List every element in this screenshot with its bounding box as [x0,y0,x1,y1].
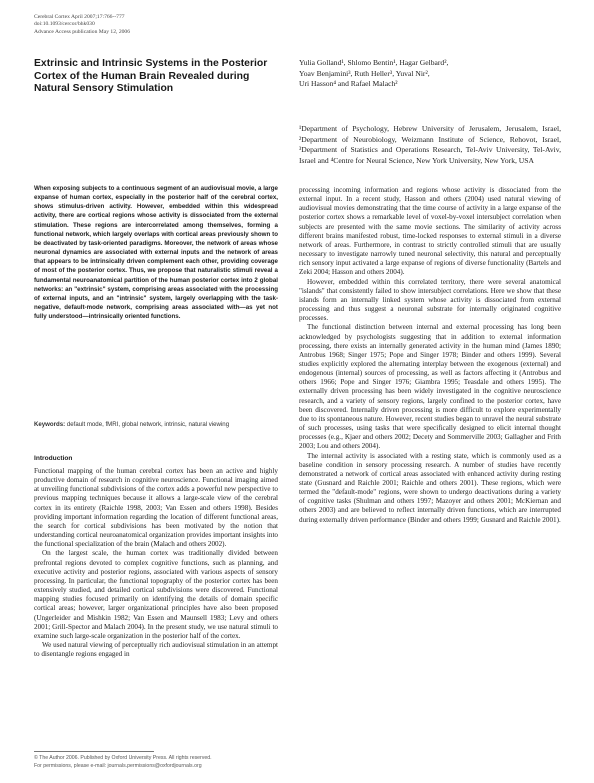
paragraph: processing incoming information and regions whose activity is dissociated from the external input. In a recent study, Hasson and others (2004) used natural viewing of audiovisual movies demonstrating that the time course of activity in a large expanse of the posterior cortex shows a remarkable level of voxel-by-voxel intersubject correlation when subjects are presented with the same movie sections. The similarity of activity across different brains manifested robust, time-locked responses to external stimuli in a diverse network of areas. Furthermore, in contrast to strictly controlled stimuli that are usually necessary to investigate narrowly tuned neuronal selectivity, this natural and perceptually rich sensory input activated a large expanse of regions of diverse functionality (Bartels and Zeki 2004; Hasson and others 2004). [299,186,561,277]
copyright-line: © The Author 2006. Published by Oxford University Press. All rights reserved. [34,755,212,761]
author-line: Uri Hasson⁴ and Rafael Malach² [299,79,398,89]
paper-title: Extrinsic and Intrinsic Systems in the Posterior Cortex of the Human Brain Revealed during Natural Sensory Stimulation [34,58,268,95]
copyright-footer [34,754,212,770]
author-line: Yoav Benjamini³, Ruth Heller³, Yuval Nir², [299,68,430,78]
introduction-text [34,467,278,659]
keywords-label: Keywords: [34,421,66,428]
paragraph: On the largest scale, the human cortex was traditionally divided between prefrontal regions devoted to complex cognitive functions, such as planning, and executive activity and posterior regions, associated with various aspects of sensory processing. In particular, the functional topography of the posterior cortex has been extensively studied, and detailed cortical subdivisions were discovered. Functional mapping studies focused primarily on identifying the details of domain specific cortical areas; however, larger organizational principles have also been proposed (Ungerleider and Mishkin 1982; Van Essen and Maunsell 1983; Levy and others 2001; Grill-Spector and Malach 2004). In the present study, we use natural stimuli to examine such large-scale organization in the posterior half of the cortex. [34,549,278,640]
journal-publication-date: Advance Access publication May 12, 2006 [34,28,131,35]
journal-doi: doi:10.1093/cercor/bhk030 [34,21,95,28]
paragraph: Functional mapping of the human cerebral cortex has been an active and highly productive domain of research in cognitive neuroscience. Functional imaging aimed at unveiling functional subdivisions of the cortex adds a powerful new perspective to previous mapping techniques because it allows a large-scale view of the cerebral cortex in its entirety (Raichle 1998, 2003; Van Essen and others 1998). Besides providing important information regarding the location of different functional areas, the search for cortical subdivisions has been motivated by the notion that understanding cortical neuroanatomical organization provides important insights into the functional specialization of the brain (Malach and others 2002). [34,467,278,549]
author-list [299,58,561,90]
footer-divider [34,751,154,752]
author-line: Yulia Golland¹, Shlomo Bentin¹, Hagar Gelbard², [299,58,449,67]
journal-info [34,14,130,36]
section-heading-introduction: Introduction [34,455,73,462]
journal-citation: Cerebral Cortex April 2007;17:766--777 [34,14,125,20]
paragraph: We used natural viewing of perceptually rich audiovisual stimulation in an attempt to disentangle regions engaged in [34,640,278,659]
paragraph: The functional distinction between internal and external processing has long been acknowledged by psychologists suggesting that in addition to external information processing, there exists an internally generated activity in the human mind (James 1890; Antrobus 1968; Singer 1975; Pope and Singer 1978; Binder and others 1999). Several studies explicitly explored the alternating interplay between the exogenous (external) and endogenous (internal) sources of processing, as well as factors affecting it (Antrobus and others 1966; Pope and Singer 1976; Giambra 1995; Teasdale and others 1995). The externally driven processing has been widely investigated in the cognitive neuroscience research, and a variety of sensory regions, largely confined to the posterior cortex, have been discovered. Internally driven processing is more difficult to explore experimentally due to its spontaneous nature. However, recent studies began to unravel the neural substrate of such processes, using tasks that were specifically designed to elicit internal thought processes (e.g., Kjaer and others 2002; Decety and Sommerville 2003; Gallagher and Frith 2003; Lou and others 2004). [299,323,561,451]
permissions-line: For permissions, please e-mail: journals.permissions@oxfordjournals.org [34,763,202,769]
keywords [34,421,278,429]
paragraph: The internal activity is associated with a resting state, which is commonly used as a baseline condition in sensory processing research. A number of studies have recently demonstrated a network of cortical areas associated with enhanced activity during resting state (Gusnard and Raichle 2001; Raichle and others 2001). These regions, which were termed the "default-mode" regions, were shown to undergo deactivations during a variety of cognitive tasks (Shulman and others 1997; Mazoyer and others 2001; McKiernan and others 2003) and are believed to reflect internally driven functions, which are interrupted during externally driven performance (Binder and others 1999; Gusnard and Raichle 2001). [299,451,561,524]
paragraph: However, embedded within this correlated territory, there were several anatomical "islands" that consistently failed to show intersubject correlations. Here we show that these islands form an internally linked system whose activity is dissociated from external processing and thus suggest a neuronal substrate for internally originated cognitive processes. [299,277,561,323]
keywords-text: default mode, fMRI, global network, intrinsic, natural viewing [65,421,230,428]
abstract: When exposing subjects to a continuous segment of an audiovisual movie, a large expanse of human cortex, especially in the posterior half of the cerebral cortex, shows stimulus-driven activity. However, embedded within this widespread activity, there are cortical regions whose activity is dissociated from the external stimulation. These regions are intercorrelated among themselves, forming a functional network, which largely overlaps with cortical areas previously shown to be deactivated by task-oriented paradigms. Moreover, the network of areas whose neuronal dynamics are associated with external inputs and the network of areas that appears to be intrinsically driven complement each other, providing coverage of most of the posterior cortex. Thus, we propose that naturalistic stimuli reveal a fundamental neuroanatomical partition of the human posterior cortex into 2 global networks: an "extrinsic" system, comprising areas associated with the processing of external inputs, and an "intrinsic" system, largely overlapping with the task-negative, default-mode network, comprising areas associated with—as yet not fully understood—intrinsically oriented functions. [34,185,278,321]
affiliations: ¹Department of Psychology, Hebrew University of Jerusalem, Jerusalem, Israel, ²Department of Neurobiology, Weizmann Institute of Science, Rehovot, Israel, ³Department of Statistics and Operations Research, Tel-Aviv University, Tel-Aviv, Israel and ⁴Centre for Neural Science, New York University, New York, USA [299,124,561,165]
right-column-text [299,186,561,525]
